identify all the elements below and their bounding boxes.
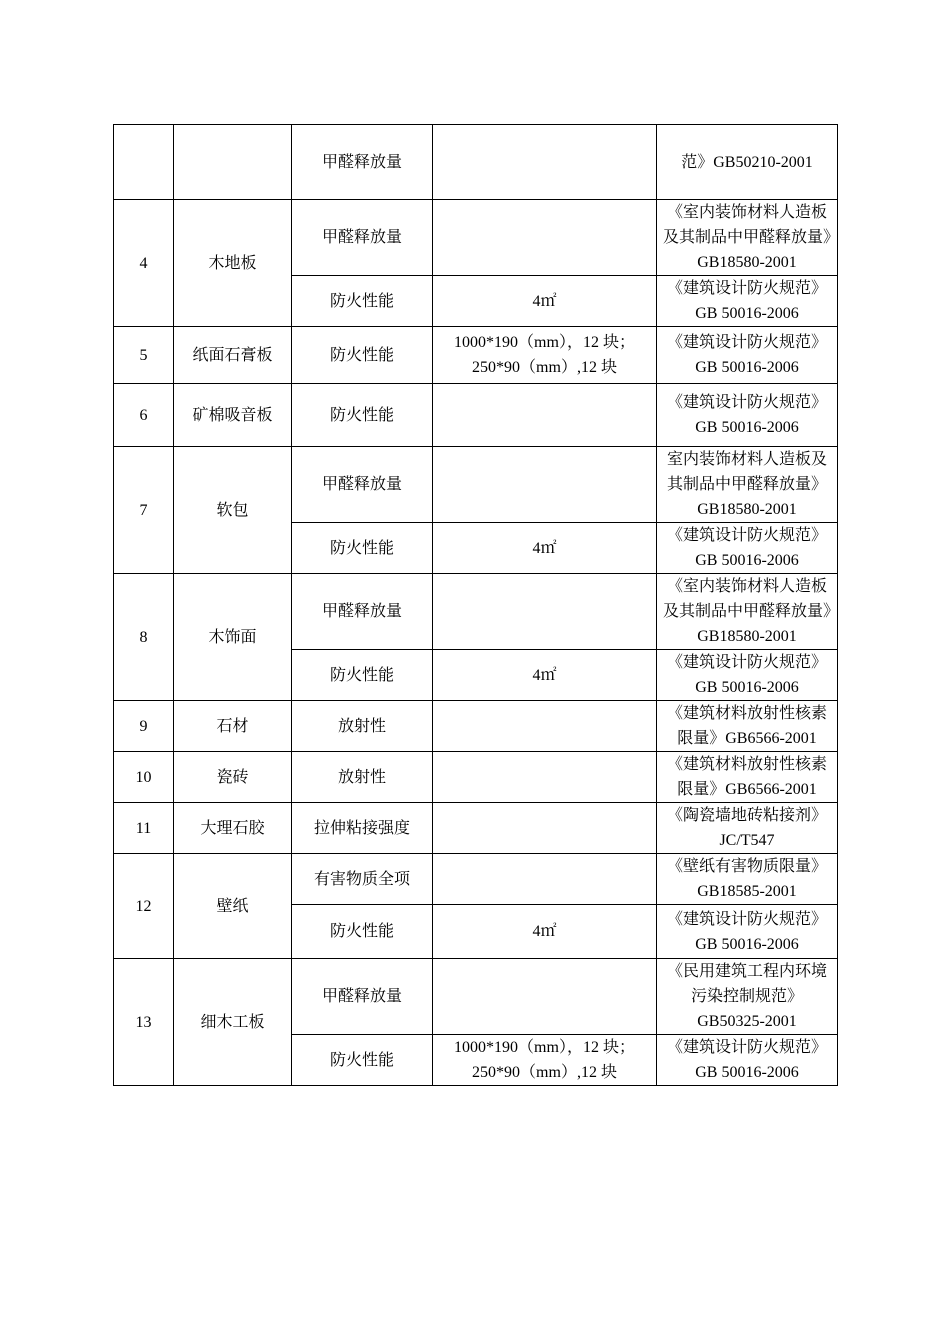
standard-ref: 《建筑设计防火规范》GB 50016-2006 [657, 1035, 838, 1086]
material-name: 细木工板 [174, 959, 292, 1086]
standard-ref: 《建筑设计防火规范》GB 50016-2006 [657, 327, 838, 384]
standard-ref: 《陶瓷墙地砖粘接剂》JC/T547 [657, 803, 838, 854]
test-item: 甲醛释放量 [292, 447, 433, 523]
test-item: 拉伸粘接强度 [292, 803, 433, 854]
sample-spec [433, 125, 657, 200]
table-row [114, 803, 838, 854]
sample-spec [433, 752, 657, 803]
material-name: 石材 [174, 701, 292, 752]
sample-spec [433, 384, 657, 447]
material-name: 大理石胶 [174, 803, 292, 854]
standard-ref: 《建筑设计防火规范》GB 50016-2006 [657, 650, 838, 701]
table-row [114, 447, 838, 523]
sample-spec: 4㎡ [433, 276, 657, 327]
table-row [114, 701, 838, 752]
standard-ref: 《建筑设计防火规范》GB 50016-2006 [657, 276, 838, 327]
sample-spec: 1000*190（mm），12 块； 250*90（mm）,12 块 [433, 1035, 657, 1086]
standard-ref: 《建筑设计防火规范》GB 50016-2006 [657, 384, 838, 447]
sample-spec [433, 200, 657, 276]
material-name [174, 125, 292, 200]
item-no: 11 [114, 803, 174, 854]
table-row [114, 327, 838, 384]
sample-spec: 4㎡ [433, 523, 657, 574]
test-item: 放射性 [292, 752, 433, 803]
material-name: 纸面石膏板 [174, 327, 292, 384]
standard-ref: 《室内装饰材料人造板及其制品中甲醛释放量》GB18580-2001 [657, 574, 838, 650]
standard-ref: 室内装饰材料人造板及其制品中甲醛释放量》GB18580-2001 [657, 447, 838, 523]
test-item: 防火性能 [292, 650, 433, 701]
test-item: 防火性能 [292, 384, 433, 447]
test-item: 防火性能 [292, 523, 433, 574]
test-item: 放射性 [292, 701, 433, 752]
item-no: 10 [114, 752, 174, 803]
item-no [114, 125, 174, 200]
sample-spec: 1000*190（mm），12 块； 250*90（mm）,12 块 [433, 327, 657, 384]
standard-ref: 《壁纸有害物质限量》GB18585-2001 [657, 854, 838, 905]
material-name: 壁纸 [174, 854, 292, 959]
sample-spec [433, 854, 657, 905]
sample-spec [433, 447, 657, 523]
sample-spec [433, 803, 657, 854]
table-row [114, 752, 838, 803]
test-item: 甲醛释放量 [292, 959, 433, 1035]
standard-ref: 《建筑材料放射性核素限量》GB6566-2001 [657, 701, 838, 752]
table-row [114, 125, 838, 200]
material-name: 软包 [174, 447, 292, 574]
table-row [114, 384, 838, 447]
standard-ref: 《建筑设计防火规范》GB 50016-2006 [657, 905, 838, 959]
item-no: 4 [114, 200, 174, 327]
material-name: 矿棉吸音板 [174, 384, 292, 447]
test-item: 甲醛释放量 [292, 200, 433, 276]
item-no: 9 [114, 701, 174, 752]
inspection-table [113, 124, 838, 1086]
material-name: 木饰面 [174, 574, 292, 701]
test-item: 防火性能 [292, 327, 433, 384]
table-row [114, 200, 838, 276]
standard-ref: 《室内装饰材料人造板及其制品中甲醛释放量》GB18580-2001 [657, 200, 838, 276]
item-no: 5 [114, 327, 174, 384]
standard-ref: 《建筑设计防火规范》GB 50016-2006 [657, 523, 838, 574]
item-no: 7 [114, 447, 174, 574]
table-row [114, 854, 838, 905]
item-no: 13 [114, 959, 174, 1086]
test-item: 防火性能 [292, 276, 433, 327]
sample-spec [433, 959, 657, 1035]
sample-spec: 4㎡ [433, 650, 657, 701]
test-item: 防火性能 [292, 1035, 433, 1086]
standard-ref: 范》GB50210-2001 [657, 125, 838, 200]
sample-spec [433, 701, 657, 752]
sample-spec [433, 574, 657, 650]
standard-ref: 《建筑材料放射性核素限量》GB6566-2001 [657, 752, 838, 803]
test-item: 甲醛释放量 [292, 574, 433, 650]
table-row [114, 959, 838, 1035]
test-item: 有害物质全项 [292, 854, 433, 905]
test-item: 甲醛释放量 [292, 125, 433, 200]
material-name: 木地板 [174, 200, 292, 327]
item-no: 12 [114, 854, 174, 959]
item-no: 6 [114, 384, 174, 447]
standard-ref: 《民用建筑工程内环境污染控制规范》GB50325-2001 [657, 959, 838, 1035]
sample-spec: 4㎡ [433, 905, 657, 959]
material-name: 瓷砖 [174, 752, 292, 803]
table-row [114, 574, 838, 650]
test-item: 防火性能 [292, 905, 433, 959]
item-no: 8 [114, 574, 174, 701]
